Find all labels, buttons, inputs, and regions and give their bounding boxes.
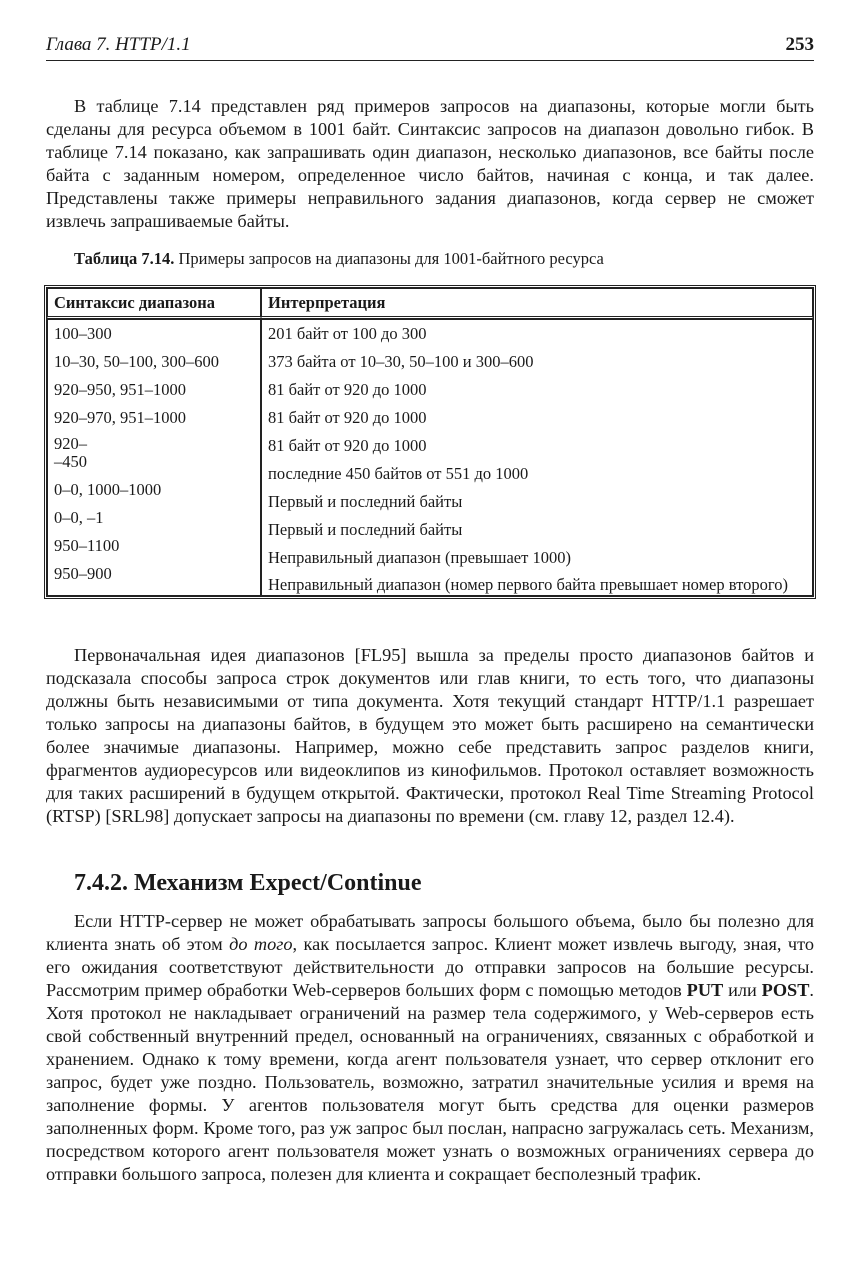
table-cell: 950–1100	[54, 536, 120, 555]
header-range-syntax: Синтаксис диапазона	[47, 288, 261, 319]
table-cell: Неправильный диапазон (номер первого байта превышает номер второго)	[268, 575, 788, 594]
paragraph-expect-continue	[46, 910, 814, 1186]
section-heading: 7.4.2. Механизм Expect/Continue	[74, 870, 422, 896]
table-cell: последние 450 байтов от 551 до 1000	[268, 464, 529, 483]
table-cell: 81 байт от 920 до 1000	[268, 436, 427, 455]
intro-text: В таблице 7.14 представлен ряд примеров запросов на диапазоны, которые могли быть сделаны для ресурса объемом в 1001 байт. Синтаксис запросов на диапазон довольно гибок. В таблице 7.14 показано, как запрашивать один диапазон, несколько диапазонов, все байты после байта с заданным номером, определенное число байтов, начиная с конца, и так далее. Представлены также примеры неправильного задания диапазонов, когда сервер не сможет извлечь запрашиваемые байты.	[46, 96, 814, 231]
text-run: Если HTTP-сервер не может обрабатывать запросы большого объема, было бы полезно для клиента знать об этом	[46, 911, 814, 954]
table-cell: Неправильный диапазон (превышает 1000)	[268, 548, 571, 567]
page-number: 253	[785, 34, 814, 55]
table-cell: 100–300	[54, 324, 112, 343]
table-cell: –450	[54, 452, 87, 471]
table-cell: 0–0, 1000–1000	[54, 480, 162, 499]
method-put: PUT	[686, 980, 724, 1000]
table-caption	[74, 249, 604, 269]
intro-paragraph	[46, 95, 814, 233]
table-caption-label: Таблица 7.14.	[74, 249, 175, 268]
table-cell: 920–970, 951–1000	[54, 408, 186, 427]
text-run: или	[723, 980, 762, 1000]
table-header-row	[47, 288, 813, 319]
running-header	[46, 34, 814, 61]
table-caption-text: Примеры запросов на диапазоны для 1001-байтного ресурса	[178, 249, 604, 268]
range-syntax-column	[47, 319, 261, 596]
range-examples-table	[44, 285, 816, 599]
table-cell: 201 байт от 100 до 300	[268, 324, 427, 343]
table-cell: 920–	[54, 434, 87, 453]
header-interpretation: Интерпретация	[261, 288, 813, 319]
table-cell: Первый и последний байты	[268, 520, 463, 539]
table-cell: 10–30, 50–100, 300–600	[54, 352, 219, 371]
emphasis-text: до того	[229, 934, 293, 954]
text-run: . Хотя протокол не накладывает ограничений на размер тела содержимого, у Web-серверов есть свой собственный внутренний предел, основанный на ограничениях, связанных с обработкой и хранением. Однако к тому времени, когда агент пользователя узнает, что сервер отклонит его запрос, будет уже поздно. Пользователь, возможно, затратил значительные усилия и время на заполнение формы. У агентов пользователя могут быть средства для оценки размеров заполненных форм. Кроме того, раз уж запрос был послан, напрасно загружалась сеть. Механизм, посредством которого агент пользователя может узнать о возможных ограничениях сервера до отправки большого запроса, полезен для клиента и сокращает бесполезный трафик.	[46, 980, 814, 1184]
table-cell: 950–900	[54, 564, 112, 583]
table-cell: 0–0, –1	[54, 508, 104, 527]
paragraph-ranges-idea-text: Первоначальная идея диапазонов [FL95] вышла за пределы просто диапазонов байтов и подсказала способы запроса строк документов или глав книги, то есть того, что диапазоны должны быть независимыми от типа документа. Хотя текущий стандарт HTTP/1.1 разрешает только запросы на диапазоны байтов, в будущем это может быть расширено на семантически более значимые диапазоны. Например, можно себе представить запрос разделов книги, фрагментов аудиоресурсов или видеоклипов из кинофильмов. Протокол оставляет возможность для таких расширений в будущем открытой. Фактически, протокол Real Time Streaming Protocol (RTSP) [SRL98] допускает запросы на диапазоны по времени (см. главу 12, раздел 12.4).	[46, 645, 814, 826]
running-head-title: Глава 7. HTTP/1.1	[46, 34, 191, 55]
table-body-row	[47, 319, 813, 596]
table-cell: 920–950, 951–1000	[54, 380, 186, 399]
table-cell: 373 байта от 10–30, 50–100 и 300–600	[268, 352, 534, 371]
paragraph-ranges-idea	[46, 644, 814, 828]
text-run: , как посылается запрос. Клиент может извлечь выгоду, зная, что его ожидания соответствуют действительности до отправки запросов на большие ресурсы. Рассмотрим пример обработки Web-серверов больших форм с помощью методов	[46, 934, 815, 1000]
table-cell: Первый и последний байты	[268, 492, 463, 511]
table-cell: 81 байт от 920 до 1000	[268, 408, 427, 427]
interpretation-column	[261, 319, 813, 596]
table-cell: 81 байт от 920 до 1000	[268, 380, 427, 399]
method-post: POST	[761, 980, 810, 1000]
